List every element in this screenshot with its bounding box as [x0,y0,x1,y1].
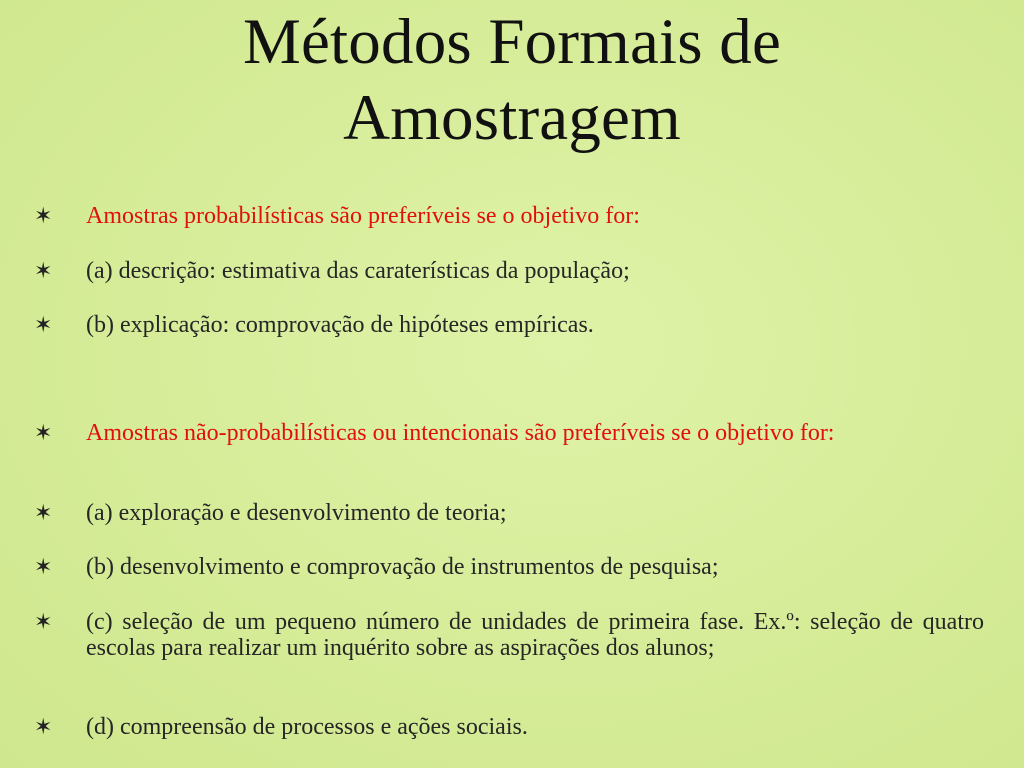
list-item-text: (a) exploração e desenvolvimento de teoria; [86,500,507,526]
list-item-text: Amostras probabilísticas são preferíveis se o objetivo for: [86,203,640,229]
title-line-1: Métodos Formais de [242,6,781,78]
star-bullet-icon: ✶ [34,204,53,229]
list-item-text: Amostras não-probabilísticas ou intencionais são preferíveis se o objetivo for: [86,420,835,446]
title-line-2: Amostragem [343,82,681,154]
star-bullet-icon: ✶ [34,421,53,446]
list-item-text: (b) desenvolvimento e comprovação de instrumentos de pesquisa; [86,554,719,580]
star-bullet-icon: ✶ [34,610,53,635]
star-bullet-icon: ✶ [34,715,53,740]
star-bullet-icon: ✶ [34,313,53,338]
star-bullet-icon: ✶ [34,501,53,526]
star-bullet-icon: ✶ [34,555,53,580]
list-item-text: (d) compreensão de processos e ações sociais. [86,714,528,740]
list-item-text: (b) explicação: comprovação de hipóteses empíricas. [86,312,594,338]
star-bullet-icon: ✶ [34,259,53,284]
list-item-text: (c) seleção de um pequeno número de unidades de primeira fase. Ex.º: seleção de quatro escolas para realizar um inquérito sobre as aspirações dos alunos; [86,609,984,661]
slide-title [0,4,1024,156]
list-item-text: (a) descrição: estimativa das caraterísticas da população; [86,258,630,284]
